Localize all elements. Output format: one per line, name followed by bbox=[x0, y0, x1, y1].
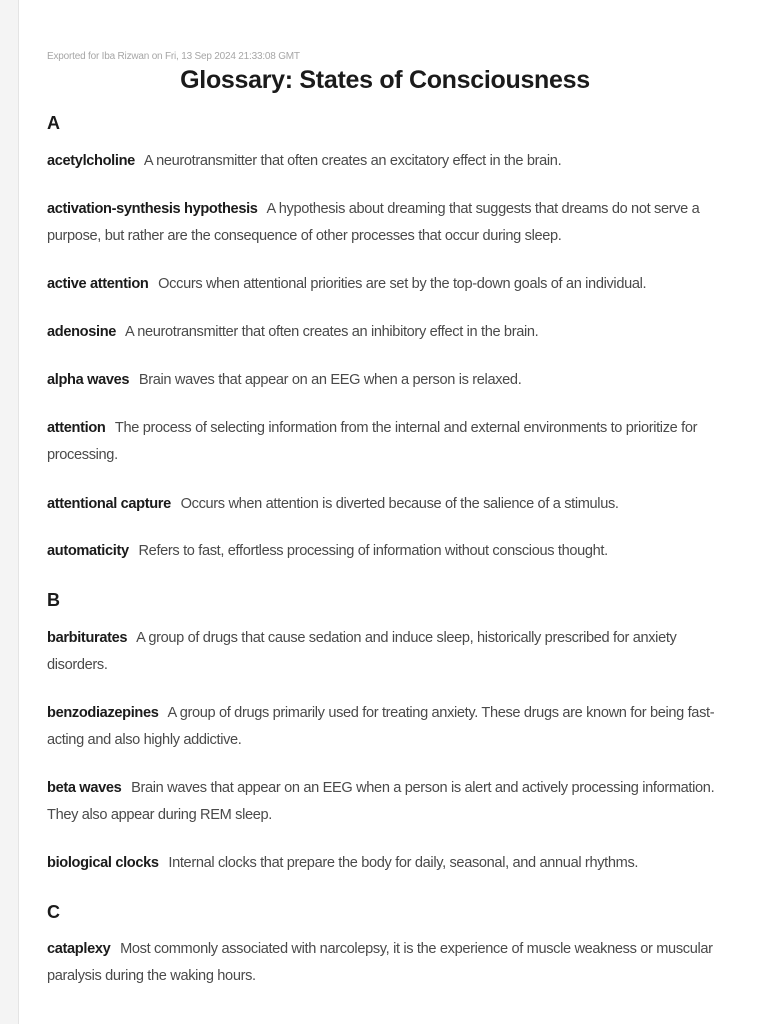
glossary-term: adenosine bbox=[47, 324, 117, 340]
glossary-entry-benzodiazepines bbox=[47, 700, 723, 754]
glossary-definition: A group of drugs primarily used for treating anxiety. These drugs are known for being fast-acting and also highly addictive. bbox=[47, 705, 715, 748]
glossary-term: acetylcholine bbox=[47, 153, 135, 169]
section-letter-b: B bbox=[47, 590, 60, 610]
glossary-entry-beta-waves bbox=[47, 775, 723, 829]
glossary-term: cataplexy bbox=[47, 941, 111, 957]
glossary-entry-automaticity bbox=[47, 538, 723, 565]
glossary-definition: Brain waves that appear on an EEG when a person is alert and actively processing information. They also appear during REM sleep. bbox=[47, 780, 715, 823]
glossary-entry-cataplexy bbox=[47, 936, 723, 990]
section-letter-a: A bbox=[47, 113, 60, 133]
glossary-definition: A neurotransmitter that often creates an excitatory effect in the brain. bbox=[143, 153, 562, 169]
glossary-entry-barbiturates bbox=[47, 625, 723, 679]
glossary-entry-biological-clocks bbox=[47, 850, 723, 877]
glossary-term: alpha waves bbox=[47, 372, 130, 388]
page-title: Glossary: States of Consciousness bbox=[180, 66, 590, 94]
glossary-entry-attentional-capture bbox=[47, 491, 723, 518]
glossary-definition: Brain waves that appear on an EEG when a person is relaxed. bbox=[138, 372, 522, 388]
glossary-definition: The process of selecting information from the internal and external environments to prioritize for processing. bbox=[47, 420, 698, 463]
glossary-term: activation-synthesis hypothesis bbox=[47, 201, 258, 217]
glossary-definition: A group of drugs that cause sedation and induce sleep, historically prescribed for anxiety disorders. bbox=[47, 630, 677, 673]
glossary-entry-activation-synthesis-hypothesis bbox=[47, 196, 723, 250]
glossary-entry-attention bbox=[47, 415, 723, 469]
glossary-term: attention bbox=[47, 420, 106, 436]
glossary-definition: Refers to fast, effortless processing of information without conscious thought. bbox=[138, 543, 608, 559]
glossary-definition: A neurotransmitter that often creates an inhibitory effect in the brain. bbox=[124, 324, 539, 340]
glossary-definition: Internal clocks that prepare the body for daily, seasonal, and annual rhythms. bbox=[168, 855, 639, 871]
glossary-term: attentional capture bbox=[47, 496, 171, 512]
glossary-term: benzodiazepines bbox=[47, 705, 159, 721]
glossary-term: beta waves bbox=[47, 780, 122, 796]
glossary-definition: Occurs when attentional priorities are set by the top-down goals of an individual. bbox=[158, 276, 647, 292]
glossary-definition: A hypothesis about dreaming that suggests that dreams do not serve a purpose, but rather are the consequence of other processes that occur during sleep. bbox=[47, 201, 700, 244]
glossary-term: biological clocks bbox=[47, 855, 159, 871]
glossary-entry-alpha-waves bbox=[47, 367, 723, 394]
glossary-entry-acetylcholine bbox=[47, 148, 723, 175]
section-letter-c: C bbox=[47, 902, 60, 922]
glossary-entry-adenosine bbox=[47, 319, 723, 346]
glossary-term: barbiturates bbox=[47, 630, 128, 646]
glossary-definition: Most commonly associated with narcolepsy, it is the experience of muscle weakness or muscular paralysis during the waking hours. bbox=[47, 941, 713, 984]
glossary-definition: Occurs when attention is diverted because of the salience of a stimulus. bbox=[180, 496, 619, 512]
export-note: Exported for Iba Rizwan on Fri, 13 Sep 2024 21:33:08 GMT bbox=[47, 51, 300, 62]
glossary-entry-active-attention bbox=[47, 271, 723, 298]
document-page bbox=[18, 0, 768, 1024]
glossary-term: automaticity bbox=[47, 543, 129, 559]
glossary-term: active attention bbox=[47, 276, 149, 292]
